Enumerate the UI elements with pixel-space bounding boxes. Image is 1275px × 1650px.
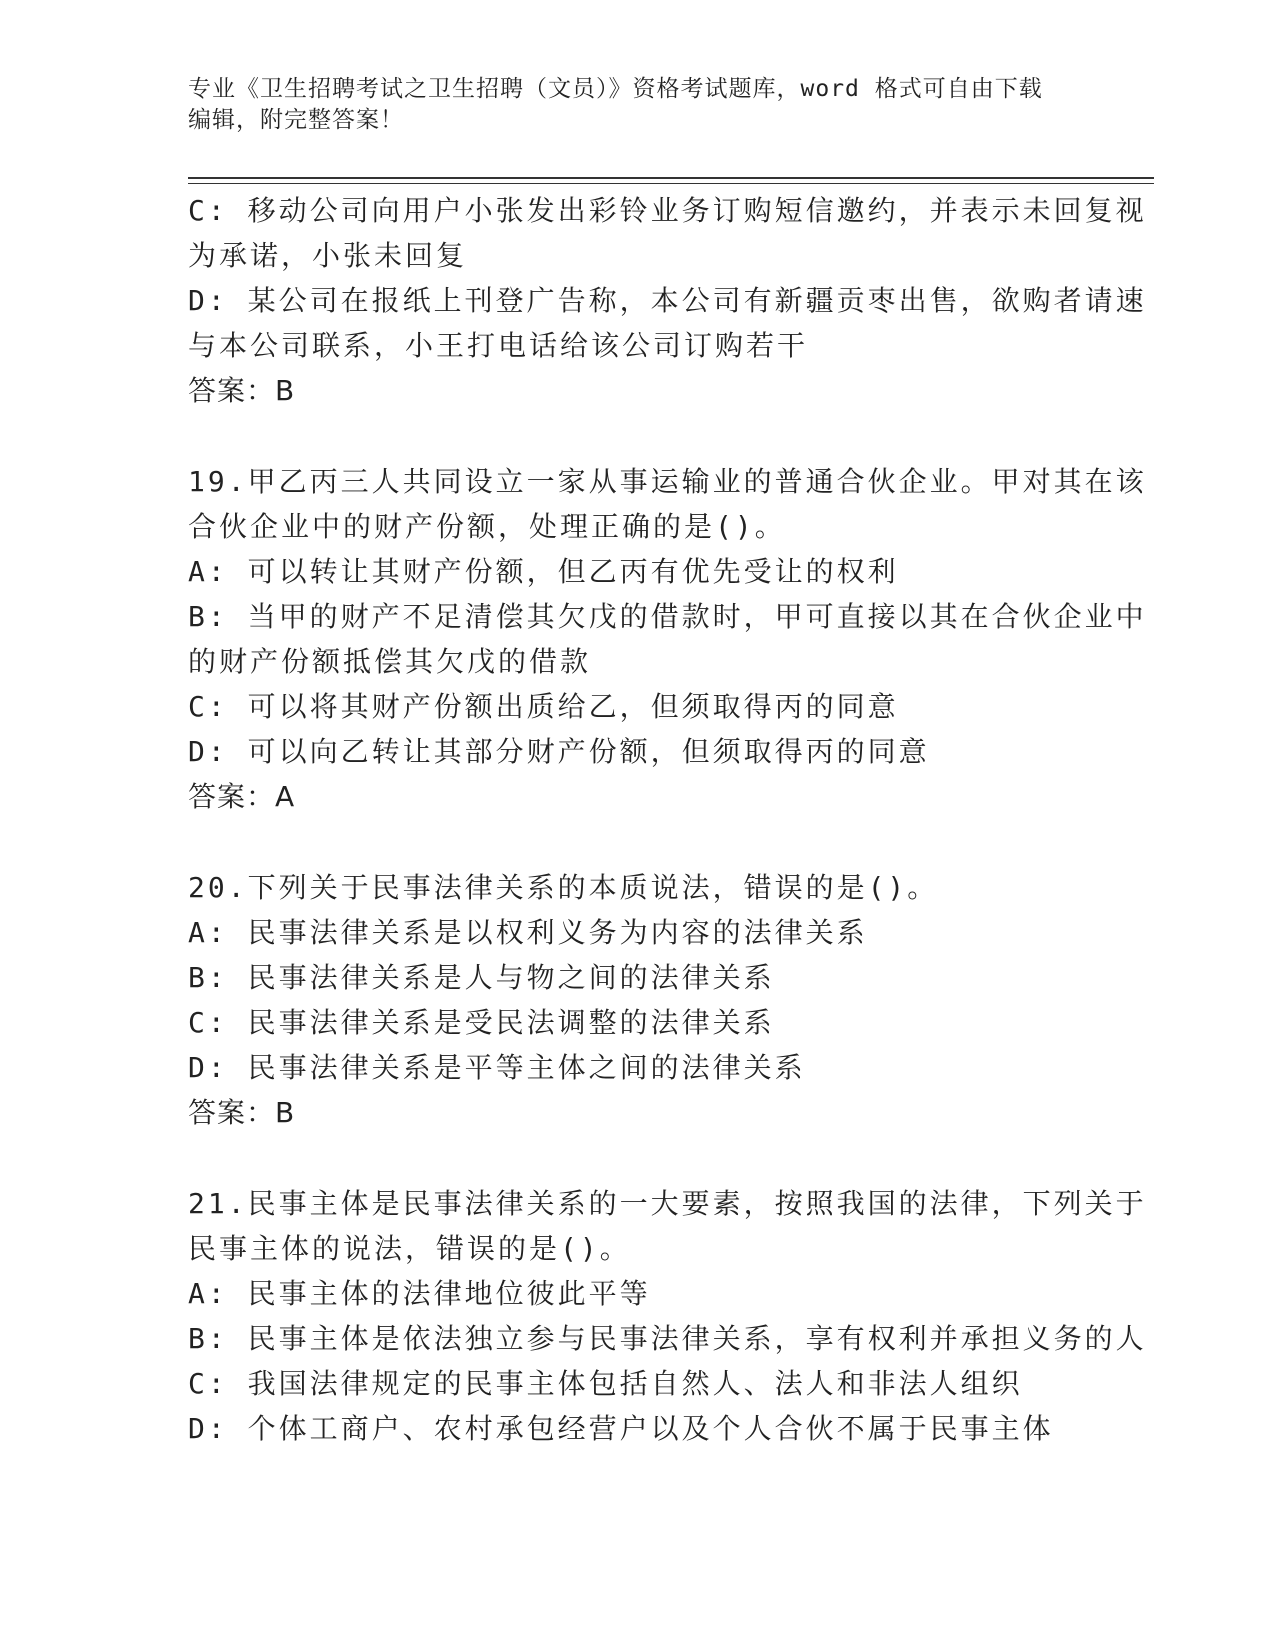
question-stem: 19.甲乙丙三人共同设立一家从事运输业的普通合伙企业。甲对其在该 (188, 465, 1147, 498)
option-a: A: 民事主体的法律地位彼此平等 (188, 1277, 651, 1310)
document-header (188, 74, 1088, 136)
answer: 答案：A (188, 780, 296, 813)
answer: 答案：B (188, 374, 296, 407)
option-b: B: 民事法律关系是人与物之间的法律关系 (188, 961, 775, 994)
question-19 (188, 459, 1147, 819)
previous-question (188, 188, 1147, 413)
option-b-continued: 的财产份额抵偿其欠戊的借款 (188, 645, 592, 678)
option-d-continued: 与本公司联系，小王打电话给该公司订购若干 (188, 329, 809, 362)
option-a: A: 民事法律关系是以权利义务为内容的法律关系 (188, 916, 868, 949)
question-21 (188, 1181, 1147, 1451)
option-c: C: 可以将其财产份额出质给乙，但须取得丙的同意 (188, 690, 899, 723)
header-rule-thick (188, 177, 1154, 179)
answer: 答案：B (188, 1096, 296, 1129)
question-stem-continued: 民事主体的说法，错误的是()。 (188, 1232, 631, 1265)
option-d: D: 个体工商户、农村承包经营户以及个人合伙不属于民事主体 (188, 1412, 1054, 1445)
question-content (188, 188, 1147, 1451)
question-stem: 21.民事主体是民事法律关系的一大要素，按照我国的法律，下列关于 (188, 1187, 1147, 1220)
header-line-2: 编辑，附完整答案！ (188, 107, 404, 133)
option-c: C: 民事法律关系是受民法调整的法律关系 (188, 1006, 775, 1039)
header-rule-thin (188, 183, 1154, 184)
option-d: D: 民事法律关系是平等主体之间的法律关系 (188, 1051, 806, 1084)
option-c: C: 我国法律规定的民事主体包括自然人、法人和非法人组织 (188, 1367, 1023, 1400)
question-stem: 20.下列关于民事法律关系的本质说法，错误的是()。 (188, 871, 939, 904)
header-line-1: 专业《卫生招聘考试之卫生招聘（文员）》资格考试题库，word 格式可自由下载 (188, 76, 1043, 102)
option-c: C: 移动公司向用户小张发出彩铃业务订购短信邀约，并表示未回复视 (188, 194, 1147, 227)
option-d: D: 可以向乙转让其部分财产份额，但须取得丙的同意 (188, 735, 930, 768)
option-b: B: 民事主体是依法独立参与民事法律关系，享有权利并承担义务的人 (188, 1322, 1147, 1355)
question-20 (188, 865, 1088, 1135)
option-b: B: 当甲的财产不足清偿其欠戊的借款时，甲可直接以其在合伙企业中 (188, 600, 1147, 633)
option-c-continued: 为承诺，小张未回复 (188, 239, 468, 272)
question-stem-continued: 合伙企业中的财产份额，处理正确的是()。 (188, 510, 786, 543)
option-a: A: 可以转让其财产份额，但乙丙有优先受让的权利 (188, 555, 899, 588)
option-d: D: 某公司在报纸上刊登广告称，本公司有新疆贡枣出售，欲购者请速 (188, 284, 1147, 317)
